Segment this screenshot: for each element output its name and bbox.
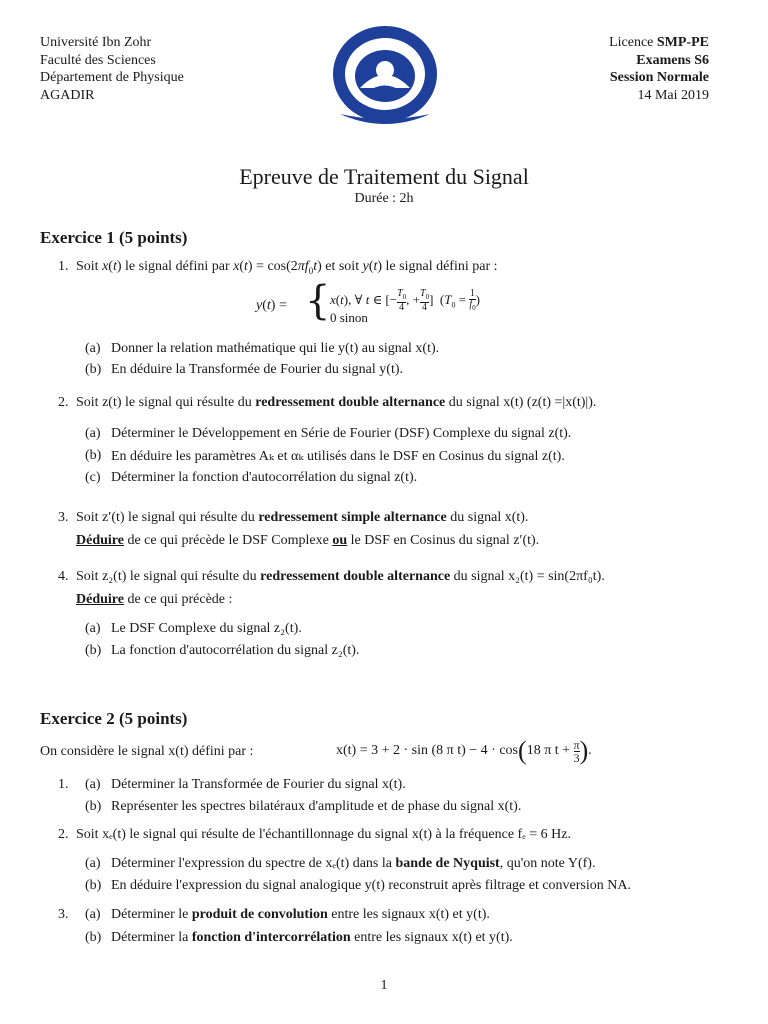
ex1-q2a-text: Déterminer le Développement en Série de Fourier (DSF) Complexe du signal z(t).	[111, 426, 572, 441]
exam-info-block	[609, 34, 709, 104]
exercise-1-heading: Exercice 1 (5 points)	[40, 228, 188, 247]
exam-type: Examens S6	[636, 52, 709, 68]
ex2-q2b-text: En déduire l'expression du signal analogique y(t) reconstruit après filtrage et conversion NA.	[111, 878, 631, 893]
faculty-name: Faculté des Sciences	[40, 52, 156, 68]
exercise-2-heading: Exercice 2 (5 points)	[40, 709, 188, 728]
exam-date: 14 Mai 2019	[637, 87, 709, 103]
ex1-q1a-text: Donner la relation mathématique qui lie y(t) au signal x(t).	[111, 341, 440, 356]
ex2-intro: On considère le signal x(t) défini par :	[40, 744, 254, 759]
exam-title: Epreuve de Traitement du Signal	[239, 164, 529, 189]
ex1-q1b-text: En déduire la Transformée de Fourier du signal y(t).	[111, 362, 403, 377]
institution-block	[40, 34, 184, 104]
page-number: 1	[380, 978, 388, 993]
faculty-logo	[330, 22, 440, 132]
ex2-q3a-text: Déterminer le produit de convolution entre les signaux x(t) et y(t).	[111, 907, 490, 922]
department-name: Département de Physique	[40, 70, 184, 85]
ex1-q4b-text: La fonction d'autocorrélation du signal z₂(t).	[111, 643, 360, 658]
ex1-eq-lhs: y(t) =	[256, 298, 287, 313]
city-name: AGADIR	[40, 87, 95, 103]
ex1-q4a-label: (a)	[85, 621, 101, 636]
session-type: Session Normale	[609, 70, 709, 85]
ex1-q2b-text: En déduire les paramètres Aₖ et αₖ utilisés dans le DSF en Cosinus du signal z(t).	[111, 449, 565, 464]
ex2-q1a-label: (a)	[85, 777, 101, 792]
ex1-q2c-text: Déterminer la fonction d'autocorrélation du signal z(t).	[111, 470, 418, 485]
ex1-eq-case2: 0 sinon	[330, 310, 368, 325]
ex2-q3b-text: Déterminer la fonction d'intercorrélation entre les signaux x(t) et y(t).	[111, 930, 513, 945]
ex1-q3-line2: Déduire de ce qui précède le DSF Complexe ou le DSF en Cosinus du signal z′(t).	[76, 533, 540, 548]
ex2-q2a-text: Déterminer l'expression du spectre de xₑ(t) dans la bande de Nyquist, qu'on note Y(f).	[111, 856, 596, 871]
ex1-q2b-label: (b)	[85, 448, 102, 463]
ex2-q3b-label: (b)	[85, 930, 102, 945]
ex1-q2c-label: (c)	[85, 470, 101, 485]
ex2-q3a-label: (a)	[85, 907, 101, 922]
ex2-q1a-text: Déterminer la Transformée de Fourier du signal x(t).	[111, 777, 406, 792]
ex1-q2a-label: (a)	[85, 426, 101, 441]
ex2-q2b-label: (b)	[85, 878, 102, 893]
ex1-eq-brace: {	[305, 278, 331, 324]
ex1-q4-line2: Déduire de ce qui précède :	[76, 592, 233, 607]
university-name: Université Ibn Zohr	[40, 35, 152, 50]
ex1-q4a-text: Le DSF Complexe du signal z₂(t).	[111, 621, 302, 636]
exam-duration: Durée : 2h	[354, 191, 414, 206]
ex2-equation: x(t) = 3 + 2 · sin (8 π t) − 4 · cos(18 π t + $\frac{\pi}{3}$ ).	[336, 736, 592, 765]
ex1-q1a-label: (a)	[85, 341, 101, 356]
ex1-q1b-label: (b)	[85, 362, 102, 377]
ex1-q4b-label: (b)	[85, 643, 102, 658]
ex2-q1b-text: Représenter les spectres bilatéraux d'amplitude et de phase du signal x(t).	[111, 799, 522, 814]
ex2-q1b-label: (b)	[85, 799, 102, 814]
ex2-q2a-label: (a)	[85, 856, 101, 871]
licence-line: Licence SMP-PE	[609, 35, 709, 50]
ex1-eq-case1: x(t), ∀ t ∈ [− $\frac{T_0}{4}$ , + $\frac{T_0}{4}$ ] ($T_0$ = $\frac{1}{f_0}$ )	[330, 288, 480, 313]
